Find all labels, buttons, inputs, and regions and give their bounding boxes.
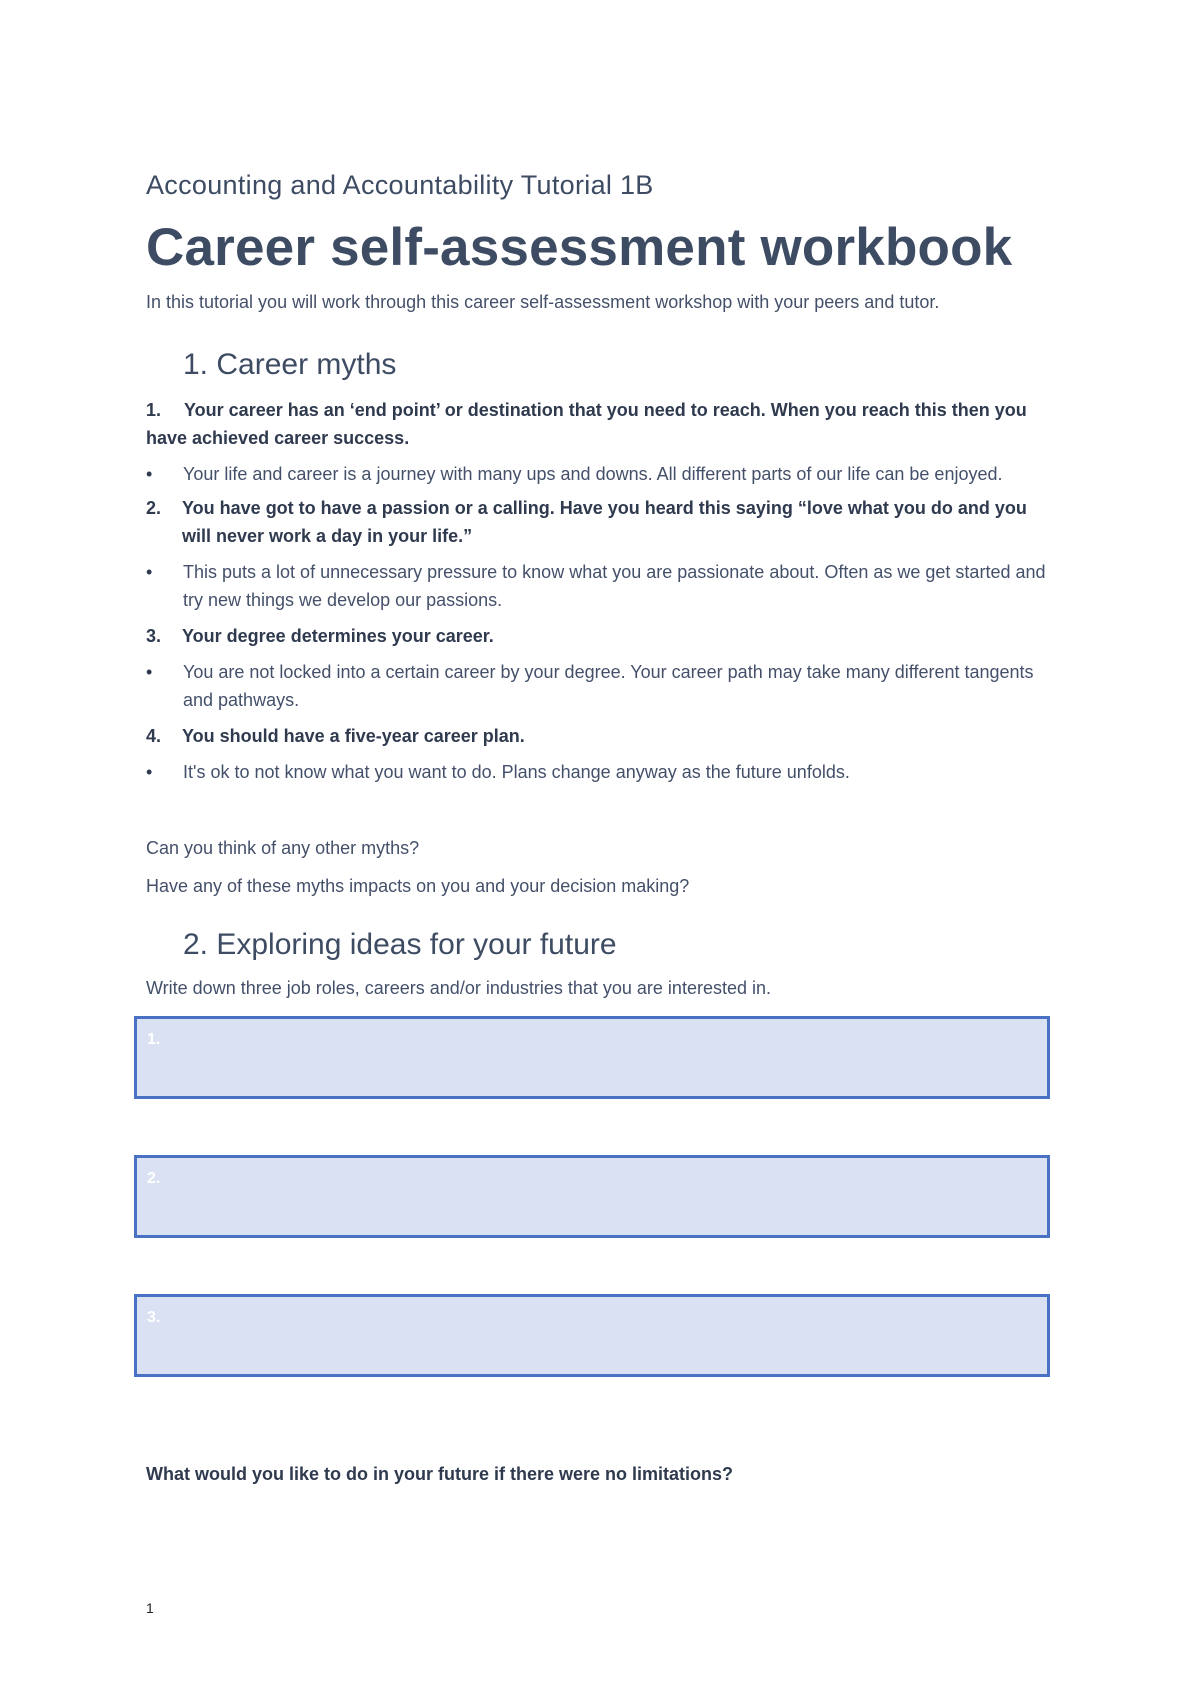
myth-number: 1. — [146, 400, 162, 420]
myth-answer-1 — [146, 460, 1056, 488]
myth-number: 4. — [146, 726, 162, 746]
myth-question-text: Your career has an ‘end point’ or destination that you need to reach. When you reach this then you have achieved career success. — [146, 400, 1027, 448]
myth-answer-2 — [146, 558, 1056, 614]
intro-paragraph: In this tutorial you will work through this career self-assessment workshop with your peers and tutor. — [146, 292, 940, 312]
answer-box-label: 2. — [147, 1170, 161, 1187]
final-question: What would you like to do in your future if there were no limitations? — [146, 1464, 734, 1484]
answer-box-2[interactable] — [134, 1155, 1050, 1238]
document-page — [146, 168, 1056, 1486]
answer-box-label: 3. — [147, 1309, 161, 1326]
myth-question-2 — [146, 494, 1056, 550]
myth-question-text: You have got to have a passion or a calling. Have you heard this saying “love what you do and you will never work a day in your life.” — [182, 498, 1027, 546]
myth-number: 2. — [146, 498, 162, 518]
myth-question-3 — [146, 622, 1056, 650]
page-number: 1 — [146, 1600, 154, 1616]
document-title: Career self-assessment workbook — [146, 218, 1013, 277]
bullet-icon: • — [146, 662, 153, 682]
answer-box-label: 1. — [147, 1031, 161, 1048]
section-heading-exploring-ideas: 2. Exploring ideas for your future — [183, 928, 617, 961]
myth-question-text: You should have a five-year career plan. — [182, 726, 525, 746]
myth-answer-3 — [146, 658, 1056, 714]
document-subtitle: Accounting and Accountability Tutorial 1B — [146, 170, 654, 200]
answer-box-3[interactable] — [134, 1294, 1050, 1377]
myth-question-4 — [146, 722, 1056, 750]
section2-instruction: Write down three job roles, careers and/or industries that you are interested in. — [146, 978, 771, 998]
bullet-icon: • — [146, 562, 153, 582]
myth-answer-text: It's ok to not know what you want to do. Plans change anyway as the future unfolds. — [183, 762, 850, 782]
followup-question-2: Have any of these myths impacts on you and your decision making? — [146, 876, 690, 896]
myth-answer-4 — [146, 758, 1056, 786]
bullet-icon: • — [146, 464, 153, 484]
myth-answer-text: You are not locked into a certain career by your degree. Your career path may take many different tangents and pathways. — [183, 662, 1034, 710]
myth-question-text: Your degree determines your career. — [182, 626, 494, 646]
section-heading-career-myths: 1. Career myths — [183, 348, 397, 381]
myth-answer-text: Your life and career is a journey with many ups and downs. All different parts of our life can be enjoyed. — [183, 464, 1003, 484]
bullet-icon: • — [146, 762, 153, 782]
answer-box-1[interactable] — [134, 1016, 1050, 1099]
myth-number: 3. — [146, 626, 162, 646]
followup-question-1: Can you think of any other myths? — [146, 838, 420, 858]
myth-question-1 — [146, 396, 1056, 452]
myth-answer-text: This puts a lot of unnecessary pressure to know what you are passionate about. Often as we get started and try new things we develop our passions. — [183, 562, 1046, 610]
